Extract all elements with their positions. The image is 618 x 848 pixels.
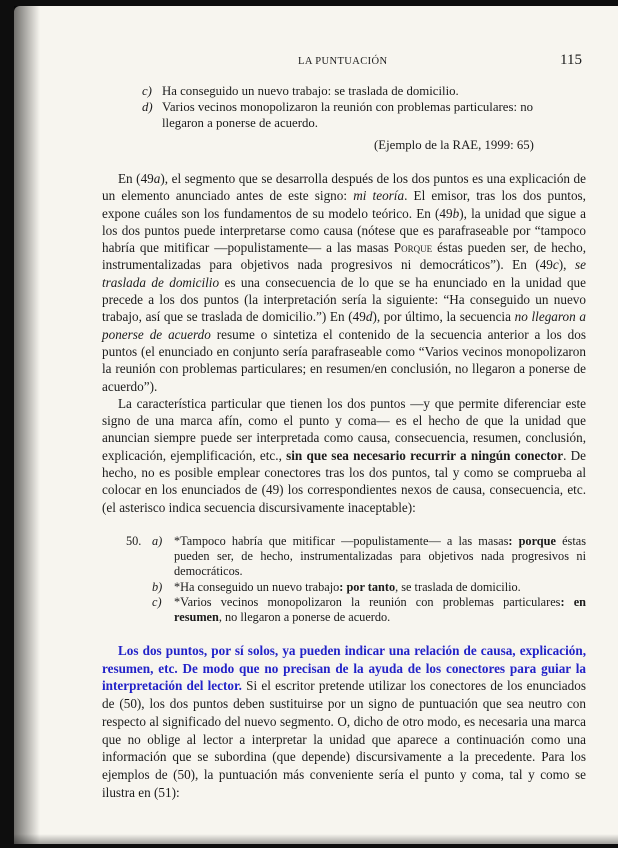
example-50c xyxy=(126,595,586,625)
paragraph-1: En (49a), el segmento que se desarrolla después de los dos puntos es una explicación de un elemento anunciado antes de este signo: mi teoría. El emisor, tras los dos puntos, expone cuáles son los fundamentos de su modelo teórico. En (49b), la unidad que sigue a los dos puntos puede interpretarse como causa (nótese que es parafraseable por “tampoco habría que mitificar —populistamente— a las masas Porque éstas pueden ser, de hecho, instrumentalizadas para objetivos nada progresivos ni democráticos”). En (49c), se traslada de domicilio es una consecuencia de lo que se ha enunciado en la unidad que precede a los dos puntos (la interpretación sería la siguiente: “Ha conseguido un nuevo trabajo, así que se traslada de domicilio.”) En (49d), por último, la secuencia no llegaron a ponerse de acuerdo resume o sintetiza el contenido de la secuencia anterior a los dos puntos (el enunciado en conjunto sería parafraseable como “Varios vecinos monopolizaron la reunión con problemas particulares; en resumen/en conclusión, no llegaron a ponerse de acuerdo”). xyxy=(102,171,587,394)
example-text: llegaron a ponerse de acuerdo. xyxy=(162,116,318,130)
example-50a xyxy=(126,534,586,580)
example-text: Varios vecinos monopolizaron la reunión con problemas particulares: no xyxy=(162,100,534,114)
example-number: 50. xyxy=(126,534,142,548)
example-text: Ha conseguido un nuevo trabajo: se traslada de domicilio. xyxy=(162,84,459,98)
example-label: d) xyxy=(142,100,153,114)
body-text xyxy=(102,170,586,516)
running-head: LA PUNTUACIÓN xyxy=(298,56,388,67)
paragraph-2: La característica particular que tienen los dos puntos —y que permite diferenciar este signo de una marca afín, como el punto y coma— es el hecho de que la unidad que anuncian siempre puede ser interpretada como causa, consecuencia, resumen, conclusión, explicación, ejemplificación, etc., sin que sea necesario recurrir a ningún conector. De hecho, no es posible emplear conectores tras los dos puntos, tal y como se comprueba al colocar en los enunciados de (49) los correspondientes nexos de causa, consecuencia, etc. (el asterisco indica secuencia discursivamente inaceptable): xyxy=(102,395,586,515)
page-gutter-shadow xyxy=(14,6,40,844)
paragraph-3: Los dos puntos, por sí solos, ya pueden indicar una relación de causa, explicación, resumen, etc. De modo que no precisan de la ayuda de los conectores para guiar la interpretación del lector. Si el escritor pretende utilizar los conectores de los enunciados de (50), los dos puntos deben sustituirse por un signo de puntuación que sea neutro con respecto al significado del nuevo segmento. O, dicho de otro modo, es necesaria una marca que no oblige al lector a interpretar la unidad que aparece a continuación como una información que se subordina (que depende) discursivamente a la precedente. Para los ejemplos de (50), la puntuación más conveniente sería el punto y coma, tal y como se ilustra en (51): xyxy=(102,643,586,800)
example-label: c) xyxy=(152,594,162,609)
example-49d-continued xyxy=(162,116,318,131)
example-50b xyxy=(126,580,586,595)
book-page xyxy=(14,6,618,844)
examples-50 xyxy=(126,534,586,625)
highlighted-statement: Los dos puntos, por sí solos, ya pueden indicar una relación de causa, explicación, resumen, etc. De modo que no precisan de la ayuda de los conectores para guiar la interpretación del lector. xyxy=(102,643,586,694)
example-text: *Varios vecinos monopolizaron la reunión con problemas particulares: en resumen, no llegaron a ponerse de acuerdo. xyxy=(174,594,587,625)
citation: (Ejemplo de la RAE, 1999: 65) xyxy=(374,138,534,152)
example-text: *Ha conseguido un nuevo trabajo: por tanto, se traslada de domicilio. xyxy=(174,579,521,594)
example-label: a) xyxy=(152,534,163,548)
page-number: 115 xyxy=(560,52,582,68)
example-label: b) xyxy=(152,579,163,594)
example-label: c) xyxy=(142,84,152,98)
example-text: *Tampoco habría que mitificar —populistamente— a las masas: porque éstas pueden ser, de hecho, instrumentalizadas para objetivos nada progresivos ni democráticos. xyxy=(174,534,586,579)
page-bottom-shadow xyxy=(14,834,618,844)
